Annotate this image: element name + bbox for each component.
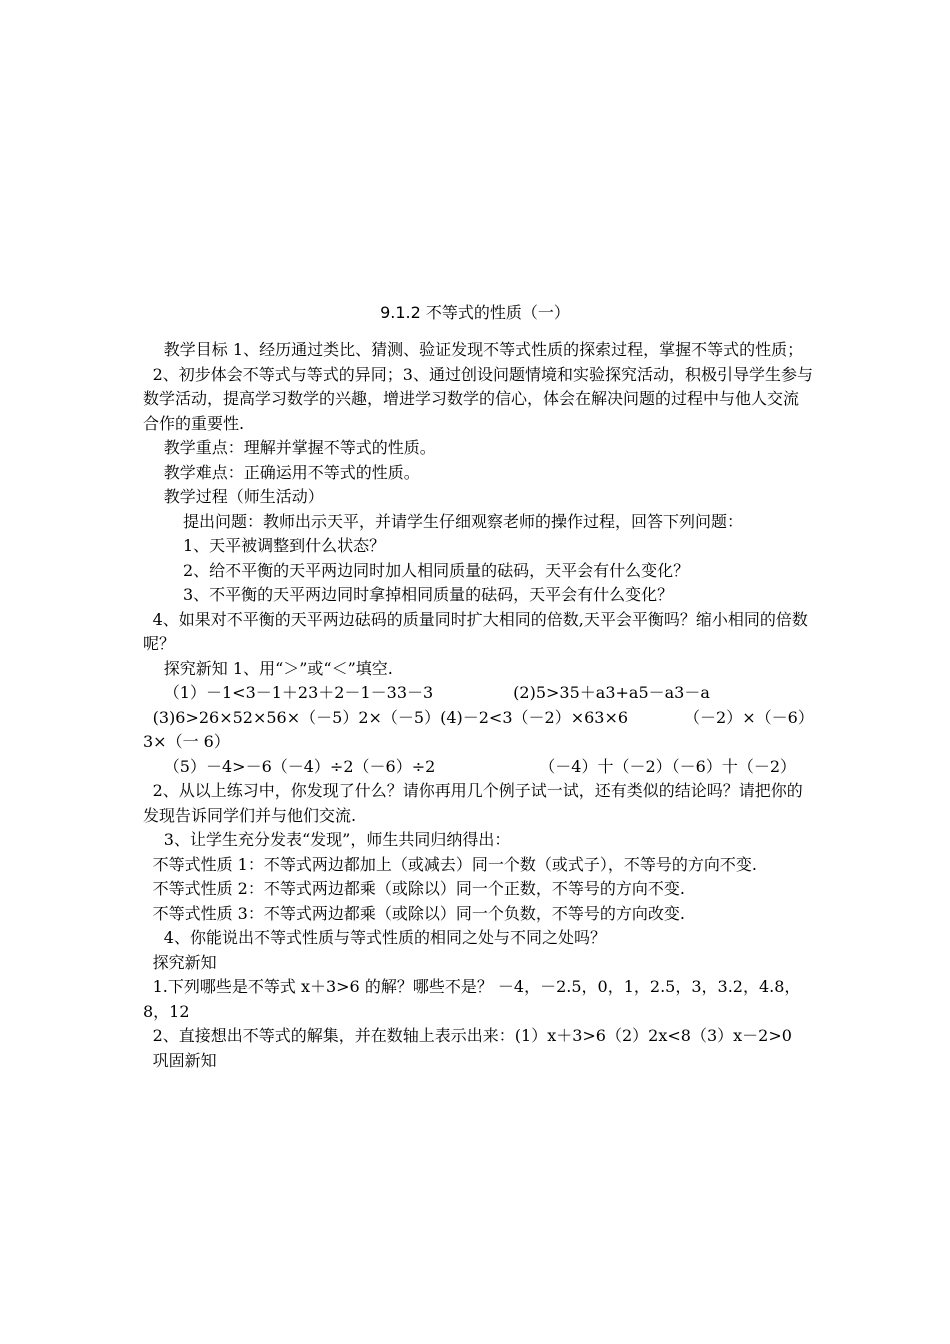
paragraph: 巩固新知 (152, 1050, 217, 1070)
paragraph: 探究新知 1、用“＞”或“＜”填空. (163, 658, 393, 678)
document-title: 9.1.2 不等式的性质（一） (380, 303, 570, 322)
paragraph: 提出问题：教师出示天平，并请学生仔细观察老师的操作过程，回答下列问题： (183, 511, 744, 531)
paragraph: 不等式性质 3：不等式两边都乘（或除以）同一个负数，不等号的方向改变. (152, 903, 685, 923)
paragraph: 不等式性质 2：不等式两边都乘（或除以）同一个正数，不等号的方向不变. (152, 879, 685, 898)
paragraph: 不等式性质 1：不等式两边都加上（或减去）同一个数（或式子），不等号的方向不变. (152, 854, 757, 874)
paragraph: 4、你能说出不等式性质与等式性质的相同之处与不同之处吗？ (163, 928, 606, 947)
paragraph: 1.下列哪些是不等式 x＋3>6 的解？哪些不是？ －4，－2.5，0，1，2.5，3，3.2，4.8，8，12 (143, 977, 801, 1021)
paragraph: （5）－4>－6（－4）÷2（－6）÷2 （－4）十（－2）（－6）十（－2） (163, 756, 796, 776)
paragraph: 2、给不平衡的天平两边同时加人相同质量的砝码，天平会有什么变化？ (183, 560, 690, 580)
document-body (143, 338, 813, 1073)
paragraph: 4、如果对不平衡的天平两边砝码的质量同时扩大相同的倍数,天平会平衡吗？缩小相同的倍数呢？ (143, 609, 808, 653)
paragraph: 2、从以上练习中，你发现了什么？请你再用几个例子试一试，还有类似的结论吗？请把你的发现告诉同学们并与他们交流. (143, 781, 803, 825)
paragraph: 教学难点：正确运用不等式的性质。 (163, 462, 420, 482)
paragraph: 探究新知 (152, 952, 217, 972)
paragraph: 3、让学生充分发表“发现”，师生共同归纳得出： (163, 830, 511, 849)
paragraph: (3)6>26×52×56×（－5）2×（－5）(4)－2<3（－2）×63×6 （－2）×（－6）3×（一 6） (143, 707, 806, 751)
paragraph: 1、天平被调整到什么状态？ (183, 536, 386, 555)
paragraph: 教学目标 1、经历通过类比、猜测、验证发现不等式性质的探索过程，掌握不等式的性质； (163, 340, 804, 359)
paragraph: 3、不平衡的天平两边同时拿掉相同质量的砝码，天平会有什么变化？ (183, 585, 674, 604)
paragraph: 2、直接想出不等式的解集，并在数轴上表示出来：(1）x＋3>6（2）2x<8（3）x－2>0 (152, 1026, 792, 1045)
paragraph: 教学过程（师生活动） (163, 487, 324, 506)
paragraph: （1）－1<3－1＋23＋2－1－33－3 (2)5>35＋a3+a5－a3－a (163, 683, 710, 702)
paragraph: 2、初步体会不等式与等式的异同；3、通过创设问题情境和实验探究活动，积极引导学生参与数学活动，提高学习数学的兴趣，增进学习数学的信心，体会在解决问题的过程中与他人交流合作的重要性. (143, 364, 813, 433)
paragraph: 教学重点：理解并掌握不等式的性质。 (163, 438, 436, 457)
